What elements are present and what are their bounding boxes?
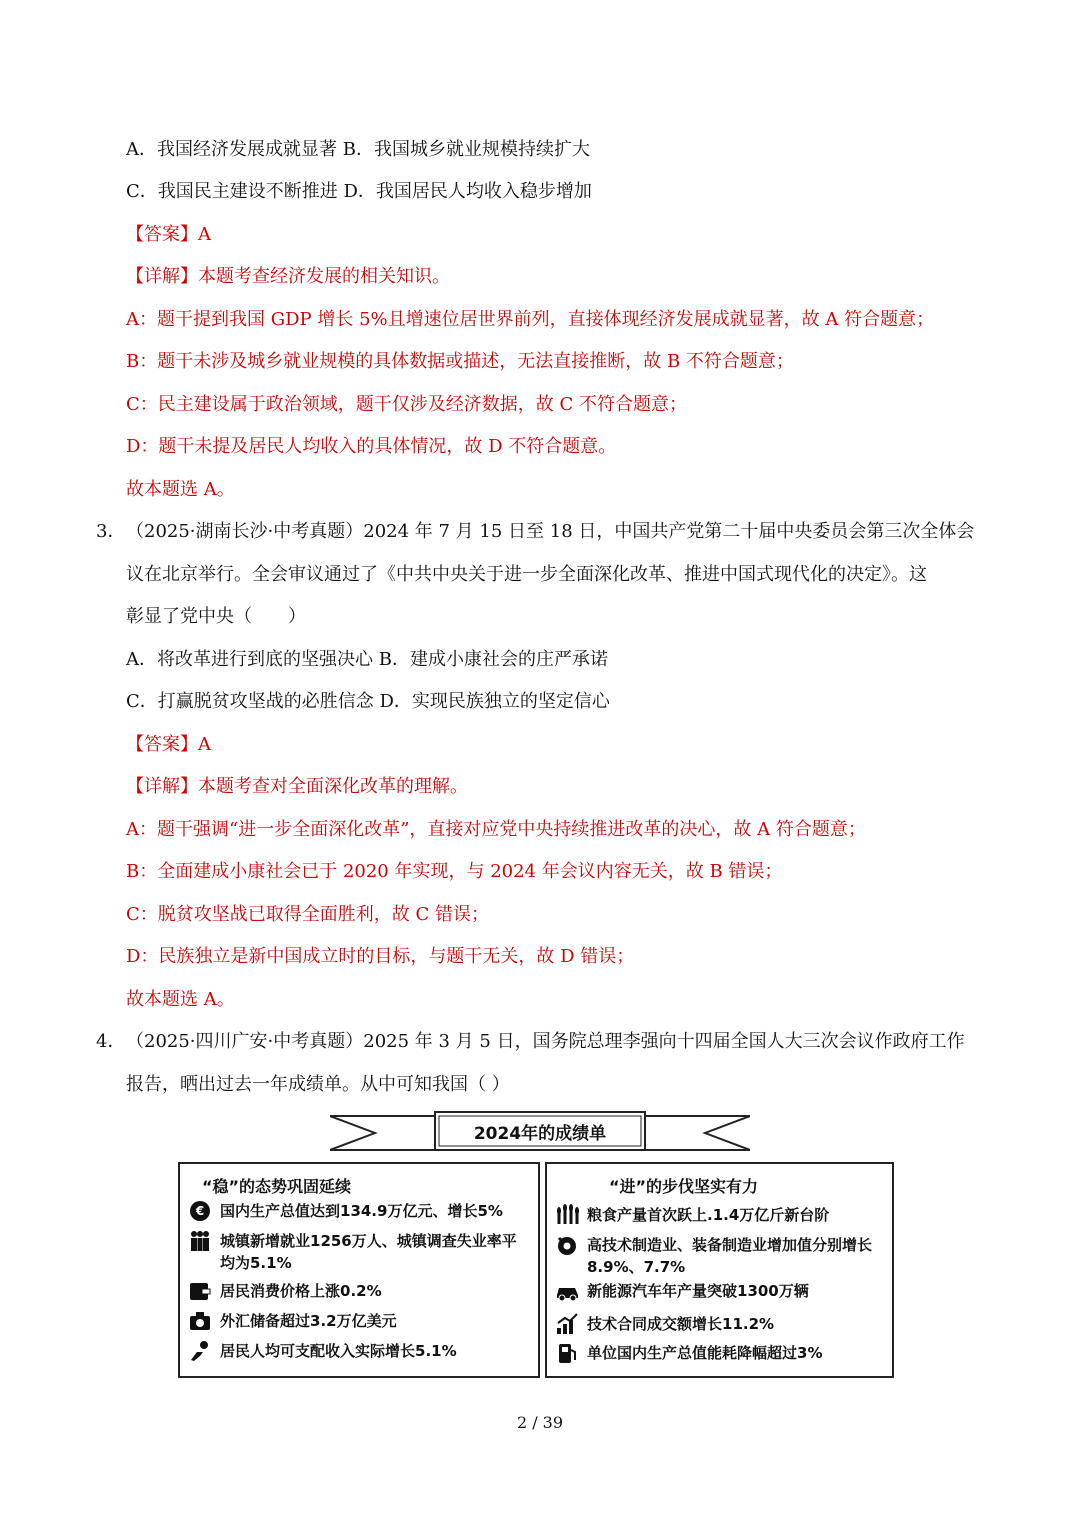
q3-explain-b: B：全面建成小康社会已于 2020 年实现，与 2024 年会议内容无关，故 B 错误； (126, 861, 783, 882)
q4-stem-line1: （2025·四川广安·中考真题）2025 年 3 月 5 日，国务院总理李强向十四届全国人大三次会议作政府工作 (126, 1031, 965, 1052)
q3-number: 3． (96, 521, 126, 542)
list-item (188, 1280, 382, 1302)
item-text: 粮食产量首次跃上.1.4万亿斤新台阶 (587, 1206, 830, 1224)
detail-tag: 【详解】 (126, 266, 198, 287)
progress-panel (545, 1162, 894, 1378)
q2-options-cd: C．我国民主建设不断推进 D．我国居民人均收入稳步增加 (126, 181, 592, 202)
q2-conclusion: 故本题选 A。 (126, 479, 235, 500)
q3-answer (126, 733, 211, 757)
q2-explain-d: D：题干未提及居民人均收入的具体情况，故 D 不符合题意。 (126, 436, 617, 457)
q3-stem-line1: （2025·湖南长沙·中考真题）2024 年 7 月 15 日至 18 日，中国共产党第二十届中央委员会第三次全体会 (126, 521, 975, 542)
list-item (555, 1204, 829, 1226)
list-item (555, 1234, 885, 1278)
stable-heading: “稳”的态势巩固延续 (202, 1177, 352, 1196)
grain-icon (555, 1204, 579, 1226)
q3-options-cd: C．打赢脱贫攻坚战的必胜信念 D．实现民族独立的坚定信心 (126, 691, 610, 712)
detail-text: 本题考查对全面深化改革的理解。 (198, 776, 468, 797)
q2-detail (126, 265, 450, 289)
answer-tag: 【答案】 (126, 734, 198, 755)
q2-answer (126, 223, 211, 247)
cash-bag-icon (188, 1310, 212, 1332)
q3-explain-c: C：脱贫攻坚战已取得全面胜利，故 C 错误； (126, 904, 489, 925)
q4-number: 4． (96, 1031, 126, 1052)
hand-coin-icon (188, 1340, 212, 1362)
item-text: 外汇储备超过3.2万亿美元 (220, 1312, 397, 1330)
item-text: 城镇新增就业1256万人、城镇调查失业率平均为5.1% (220, 1232, 517, 1272)
item-text: 新能源汽车年产量突破1300万辆 (587, 1282, 809, 1300)
stable-panel (178, 1162, 540, 1378)
answer-value: A (198, 224, 211, 245)
q4-stem-line2: 报告，晒出过去一年成绩单。从中可知我国（ ） (126, 1074, 510, 1095)
list-item (188, 1310, 397, 1332)
item-text: 技术合同成交额增长11.2% (587, 1315, 775, 1333)
answer-tag: 【答案】 (126, 224, 198, 245)
progress-heading: “进”的步伐坚实有力 (609, 1177, 759, 1196)
q3-conclusion: 故本题选 A。 (126, 989, 235, 1010)
item-text: 居民消费价格上涨0.2% (220, 1282, 382, 1300)
infographic-title: 2024年的成绩单 (473, 1123, 607, 1144)
q3-explain-d: D：民族独立是新中国成立时的目标，与题干无关，故 D 错误； (126, 946, 635, 967)
q2-explain-b: B：题干未涉及城乡就业规模的具体数据或描述，无法直接推断，故 B 不符合题意； (126, 351, 794, 372)
answer-value: A (198, 734, 211, 755)
money-icon (188, 1200, 212, 1222)
item-text: 居民人均可支配收入实际增长5.1% (220, 1342, 457, 1360)
list-item (555, 1342, 822, 1364)
wallet-icon (188, 1280, 212, 1302)
q3-stem-line3: 彰显了党中央（ ） (126, 606, 306, 627)
item-text: 国内生产总值达到134.9万亿元、增长5% (220, 1202, 503, 1220)
q2-options-ab: A．我国经济发展成就显著 B．我国城乡就业规模持续扩大 (126, 139, 590, 160)
gear-icon (555, 1234, 579, 1256)
item-text: 单位国内生产总值能耗降幅超过3% (587, 1344, 823, 1362)
svg-text:€: € (195, 1204, 205, 1218)
list-item (555, 1280, 809, 1302)
car-icon (555, 1280, 579, 1302)
q3-stem-line2: 议在北京举行。全会审议通过了《中共中央关于进一步全面深化改革、推进中国式现代化的决定》。这 (126, 564, 927, 585)
q2-explain-c: C：民主建设属于政治领域，题干仅涉及经济数据，故 C 不符合题意； (126, 394, 687, 415)
list-item (188, 1340, 457, 1362)
q3-detail (126, 775, 468, 799)
people-icon (188, 1230, 212, 1252)
chart-icon (555, 1313, 579, 1335)
page-number: 2 / 39 (516, 1413, 564, 1432)
detail-text: 本题考查经济发展的相关知识。 (198, 266, 450, 287)
list-item (188, 1230, 528, 1274)
q2-explain-a: A：题干提到我国 GDP 增长 5%且增速位居世界前列，直接体现经济发展成就显著，故 A 符合题意； (126, 309, 935, 330)
list-item (188, 1200, 503, 1222)
detail-tag: 【详解】 (126, 776, 198, 797)
q3-options-ab: A．将改革进行到底的坚强决心 B．建成小康社会的庄严承诺 (126, 649, 608, 670)
q3-explain-a: A：题干强调“进一步全面深化改革”，直接对应党中央持续推进改革的决心，故 A 符合题意； (126, 819, 866, 840)
item-text: 高技术制造业、装备制造业增加值分别增长8.9%、7.7% (587, 1236, 873, 1276)
fuel-icon (555, 1342, 579, 1364)
list-item (555, 1313, 774, 1335)
